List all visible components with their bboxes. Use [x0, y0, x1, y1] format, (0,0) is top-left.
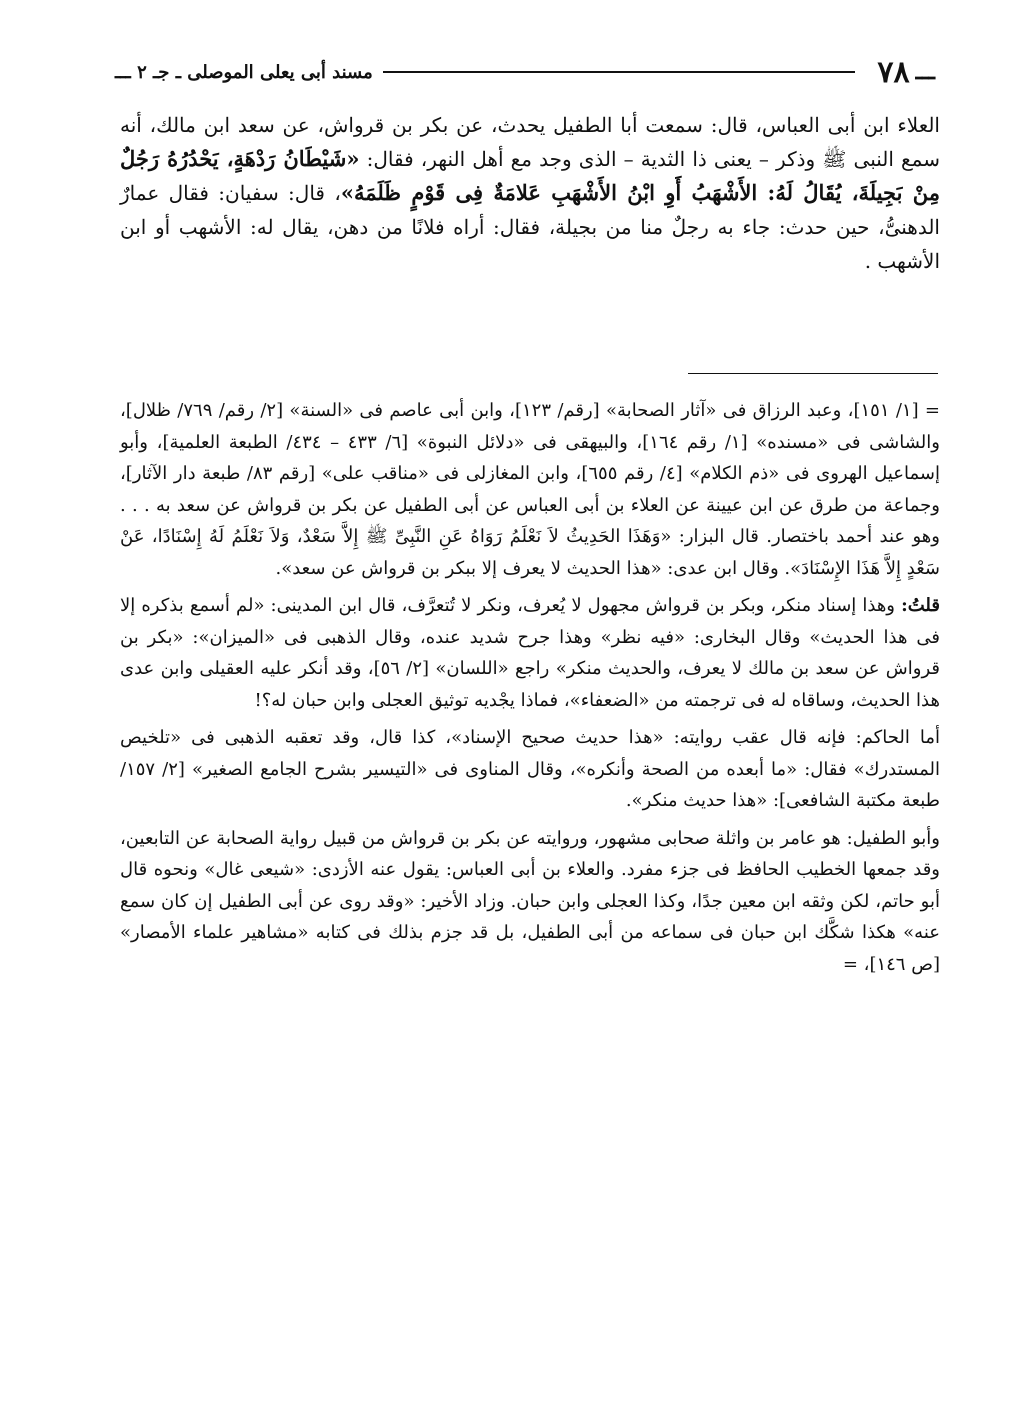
- footnote-1: = [١/ ١٥١]، وعبد الرزاق فى «آثار الصحابة» [رقم/ ١٢٣]، وابن أبى عاصم فى «السنة» [٢/ رقم/ ٧٦٩/ ظلال]، والشاشى فى «مسنده» [١/ رقم ١٦٤]، والبيهقى فى «دلائل النبوة» [٦/ ٤٣٣ – ٤٣٤/ الطبعة العلمية]، وأبو إسماعيل الهروى فى «ذم الكلام» [٤/ رقم ٦٥٥]، وابن المغازلى فى «مناقب على» [رقم ٨٣/ طبعة دار الآثار]، وجماعة من طرق عن ابن عيينة عن العلاء بن أبى العباس عن أبى الطفيل عن بكر بن قرواش عن سعد به . . . وهو عند أحمد باختصار. قال البزار: «وَهَذَا الحَدِيثُ لاَ نَعْلَمُ رَوَاهُ عَنِ النَّبِىِّ ﷺ إِلاَّ سَعْدٌ، وَلاَ نَعْلَمُ لَهُ إِسْنَادًا، عَنْ سَعْدٍ إِلاَّ هَذَا الإِسْنَادَ». وقال ابن عدى: «هذا الحديث لا يعرف إلا ببكر بن قرواش عن سعد».: [120, 400, 940, 579]
- header-dash: ـــ: [915, 59, 935, 85]
- hadith-text: «شَيْطَانُ رَدْهَةٍ، يَحْدُرُهُ رَجُلٌ مِنْ بَجِيلَةَ، يُقَالُ لَهُ: الأَشْهَبُ أَوِ ابْنُ الأَشْهَبِ عَلامَةٌ فِى قَوْمٍ ظَلَمَهُ»: [120, 146, 940, 205]
- main-text-part2: ، قال: سفيان: فقال عمارٌ الدهنىُّ، حين حدث: جاء به رجلٌ منا من بجيلة، فقال: أراه فلانًا من دهن، يقال له: الأشهب أو ابن الأشهب .: [120, 181, 940, 273]
- footnote-separator: [688, 373, 938, 374]
- footnote-3: أما الحاكم: فإنه قال عقب روايته: «هذا حديث صحيح الإسناد»، كذا قال، وقد تعقبه الذهبى فى «تلخيص المستدرك» فقال: «ما أبعده من الصحة وأنكره»، وقال المناوى فى «التيسير بشرح الجامع الصغير» [٢/ ١٥٧/ طبعة مكتبة الشافعى]: «هذا حديث منكر».: [120, 727, 940, 811]
- page-number: ٧٨: [877, 54, 910, 90]
- footnote-2-lead: قلتُ:: [901, 595, 940, 616]
- main-text: [120, 108, 940, 278]
- header-rule: [383, 71, 856, 73]
- running-header: [115, 54, 935, 90]
- footnote-2: [120, 590, 940, 716]
- book-title: مسند أبى يعلى الموصلى ـ جـ ٢ ـــ: [115, 61, 373, 83]
- main-text-part1: العلاء ابن أبى العباس، قال: سمعت أبا الطفيل يحدث، عن بكر بن قرواش، عن سعد ابن مالك، أنه سمع النبى ﷺ وذكر – يعنى ذا الثدية – الذى وجد مع أهل النهر، فقال:: [120, 113, 940, 171]
- footnotes: [120, 395, 940, 986]
- footnote-4: وأبو الطفيل: هو عامر بن واثلة صحابى مشهور، وروايته عن بكر بن قرواش من قبيل رواية الصحابة عن التابعين، وقد جمعها الخطيب الحافظ فى جزء مفرد. والعلاء بن أبى العباس: يقول عنه الأزدى: «شيعى غال» ونحوه قال أبو حاتم، لكن وثقه ابن معين جدًا، وكذا العجلى وابن حبان. وزاد الأخير: «وقد روى عن أبى الطفيل إن كان سمع عنه» هكذا شكَّك ابن حبان فى سماعه من أبى الطفيل، بل قد جزم بذلك فى كتابه «مشاهير علماء الأمصار» [ص ١٤٦]، =: [120, 827, 940, 975]
- footnote-2-text: وهذا إسناد منكر، وبكر بن قرواش مجهول لا يُعرف، ونكر لا تُتعرَّف، قال ابن المدينى: «لم أسمع بذكره إلا فى هذا الحديث» وقال البخارى: «فيه نظر» وهذا جرح شديد عنده، وقال الذهبى فى «الميزان»: «بكر بن قرواش عن سعد بن مالك لا يعرف، والحديث منكر» راجع «اللسان» [٢/ ٥٦]، وقد أنكر عليه العقيلى وابن عدى هذا الحديث، وساقاه له فى ترجمته من «الضعفاء»، فماذا يجْديه توثيق العجلى وابن حبان له؟!: [120, 595, 940, 711]
